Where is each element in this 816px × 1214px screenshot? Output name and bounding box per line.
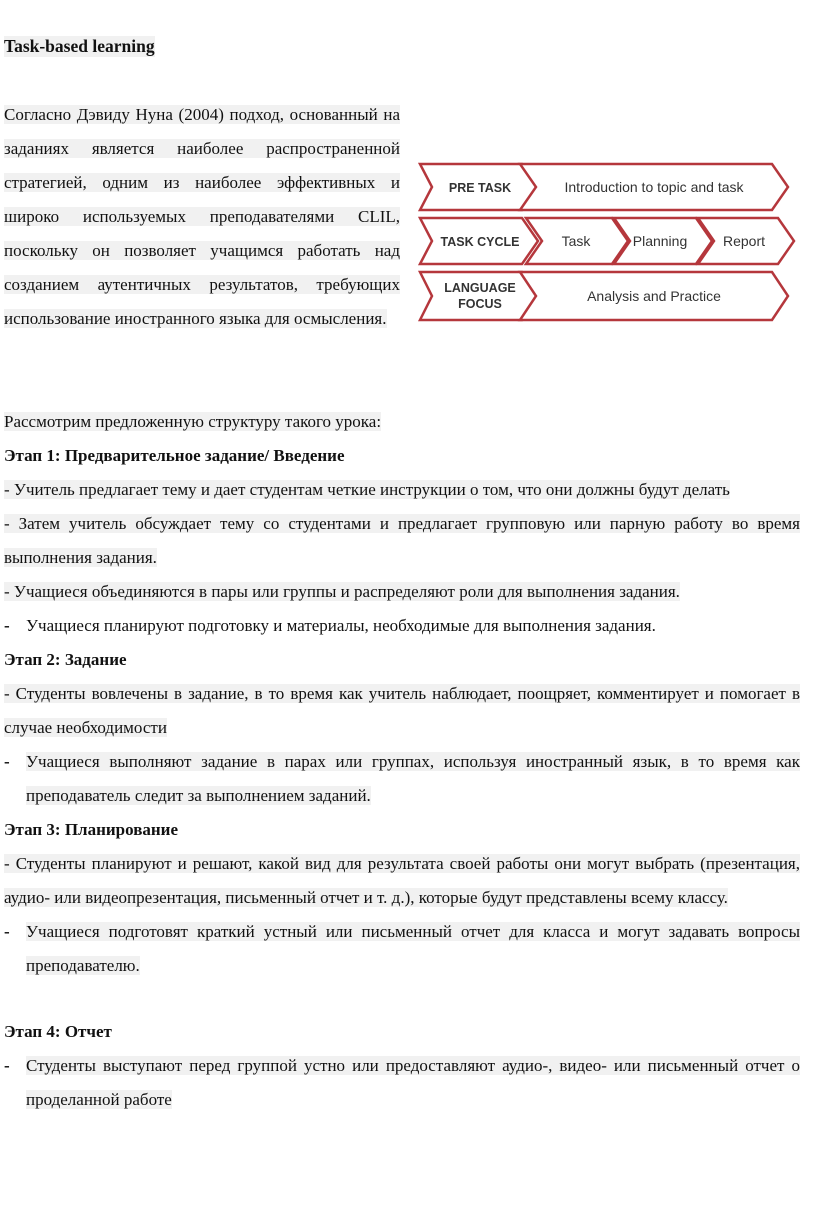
- lesson-structure: [4, 405, 800, 1117]
- stage1-paragraph-2: - Затем учитель обсуждает тему со студентами и предлагает групповую или парную работу во время выполнения задания.: [4, 514, 800, 567]
- task-label: Task: [561, 233, 591, 249]
- stage1-heading: Этап 1: Предварительное задание/ Введение: [4, 446, 345, 465]
- stage1-list-item: - Учащиеся планируют подготовку и материалы, необходимые для выполнения задания.: [4, 616, 656, 635]
- intro-paragraph: [4, 98, 400, 336]
- report-label: Report: [722, 233, 766, 249]
- stage4-list-item: - Студенты выступают перед группой устно или предоставляют аудио-, видео- или письменный отчет о проделанной работе: [4, 1056, 800, 1109]
- stage2-list-item: - Учащиеся выполняют задание в парах или группах, используя иностранный язык, в то время как преподаватель следит за выполнением заданий.: [4, 752, 800, 805]
- consider-line: Рассмотрим предложенную структуру такого урока:: [4, 412, 382, 431]
- stage3-list-item: - Учащиеся подготовят краткий устный или письменный отчет для класса и могут задавать вопросы преподавателю.: [4, 922, 800, 975]
- task-based-learning-diagram: [416, 160, 802, 328]
- stage4-heading: Этап 4: Отчет: [4, 1022, 112, 1041]
- document-title: Task-based learning: [4, 36, 155, 56]
- stage1-paragraph-3: - Учащиеся объединяются в пары или группы и распределяют роли для выполнения задания.: [4, 582, 680, 601]
- language-focus-label-1: LANGUAGE: [444, 281, 516, 295]
- intro-text: Согласно Дэвиду Нуна (2004) подход, основанный на заданиях является наиболее распространенной стратегией, одним из наиболее эффективных и широко используемых преподавателями CLIL, поскольку он позволяет учащимся работать над созданием аутентичных результатов, требующих использование иностранного языка для осмысления.: [4, 105, 400, 328]
- stage2-paragraph-1: - Студенты вовлечены в задание, в то время как учитель наблюдает, поощряет, комментирует и помогает в случае необходимости: [4, 684, 800, 737]
- language-focus-arrow: [420, 272, 538, 320]
- planning-label: Planning: [632, 233, 688, 249]
- stage2-heading: Этап 2: Задание: [4, 650, 127, 669]
- analysis-label: Analysis and Practice: [587, 288, 721, 304]
- pre-task-label: PRE TASK: [448, 181, 512, 195]
- task-cycle-label: TASK CYCLE: [440, 235, 520, 249]
- stage3-heading: Этап 3: Планирование: [4, 820, 179, 839]
- stage3-paragraph-1: - Студенты планируют и решают, какой вид для результата своей работы они могут выбрать (презентация, аудио- или видеопрезентация, письменный отчет и т. д.), которые будут представлены всему классу.: [4, 854, 800, 907]
- language-focus-label-2: FOCUS: [458, 297, 502, 311]
- stage1-paragraph-1: - Учитель предлагает тему и дает студентам четкие инструкции о том, что они должны будут делать: [4, 480, 730, 499]
- pre-task-desc-label: Introduction to topic and task: [564, 179, 744, 195]
